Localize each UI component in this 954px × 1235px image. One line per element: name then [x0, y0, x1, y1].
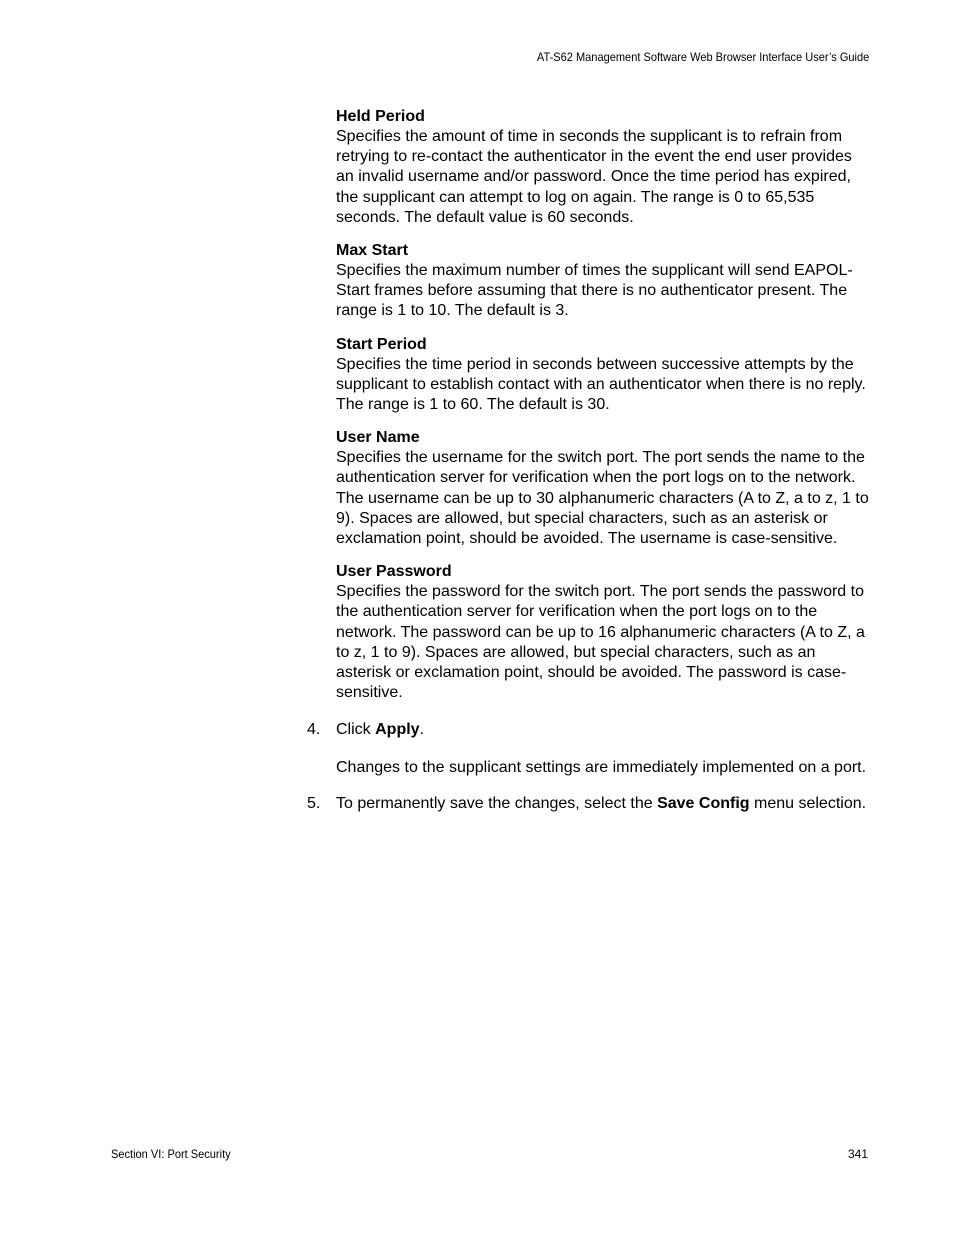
definition-description: Specifies the amount of time in seconds the supplicant is to refrain from retrying to re-contact the authenticator in the event the end user provides an invalid username and/or password. Once the time period has expired, the supplicant can attempt to log on again. The range is 0 to 65,535 seconds. The default value is 60 seconds.	[336, 128, 852, 226]
step-text-end: .	[419, 721, 425, 739]
step-text: To permanently save the changes, select the	[336, 794, 658, 812]
definition-title: Held Period	[336, 108, 425, 125]
definition-title: User Password	[336, 563, 452, 581]
step-text-end: menu selection.	[749, 794, 867, 812]
main-content	[307, 107, 871, 814]
definition-description: Specifies the username for the switch port. The port sends the name to the authentication server for verification when the port logs on to the network. The username can be up to 30 alphanumeric characters (A to Z, a to z, 1 to 9). Spaces are allowed, but special characters, such as an asterisk or exclamation point, should be avoided. The username is case-sensitive.	[336, 449, 869, 548]
step-number: 4.	[307, 721, 321, 739]
definition-held-period	[336, 107, 871, 228]
step-4-result: Changes to the supplicant settings are immediately implemented on a port.	[336, 758, 867, 776]
definition-max-start	[336, 241, 871, 322]
page-number: 341	[847, 1147, 868, 1161]
definition-description: Specifies the time period in seconds between successive attempts by the supplicant to establish contact with an authenticator when there is no reply. The range is 1 to 60. The default is 30.	[336, 355, 866, 414]
step-5	[307, 794, 871, 814]
step-4	[307, 720, 871, 740]
definition-description: Specifies the maximum number of times the supplicant will send EAPOL-Start frames before assuming that there is no authenticator present. The range is 1 to 10. The default is 3.	[336, 262, 853, 320]
apply-button-reference: Apply	[375, 721, 420, 739]
step-text: Click	[336, 721, 376, 739]
definition-user-password	[336, 562, 871, 703]
definition-description: Specifies the password for the switch port. The port sends the password to the authentication server for verification when the port logs on to the network. The password can be up to 16 alphanumeric characters (A to Z, a to z, 1 to 9). Spaces are allowed, but special characters, such as an asterisk or exclamation point, should be avoided. The password is case-sensitive.	[336, 583, 865, 702]
step-number: 5.	[307, 794, 321, 812]
footer-section: Section VI: Port Security	[111, 1147, 231, 1161]
definition-title: Max Start	[336, 242, 409, 260]
definition-title: Start Period	[336, 335, 427, 353]
definition-start-period	[336, 335, 871, 416]
definition-title: User Name	[336, 429, 420, 447]
save-config-menu-reference: Save Config	[657, 794, 750, 812]
definition-user-name	[336, 428, 871, 549]
running-header: AT-S62 Management Software Web Browser Interface User’s Guide	[536, 50, 869, 64]
